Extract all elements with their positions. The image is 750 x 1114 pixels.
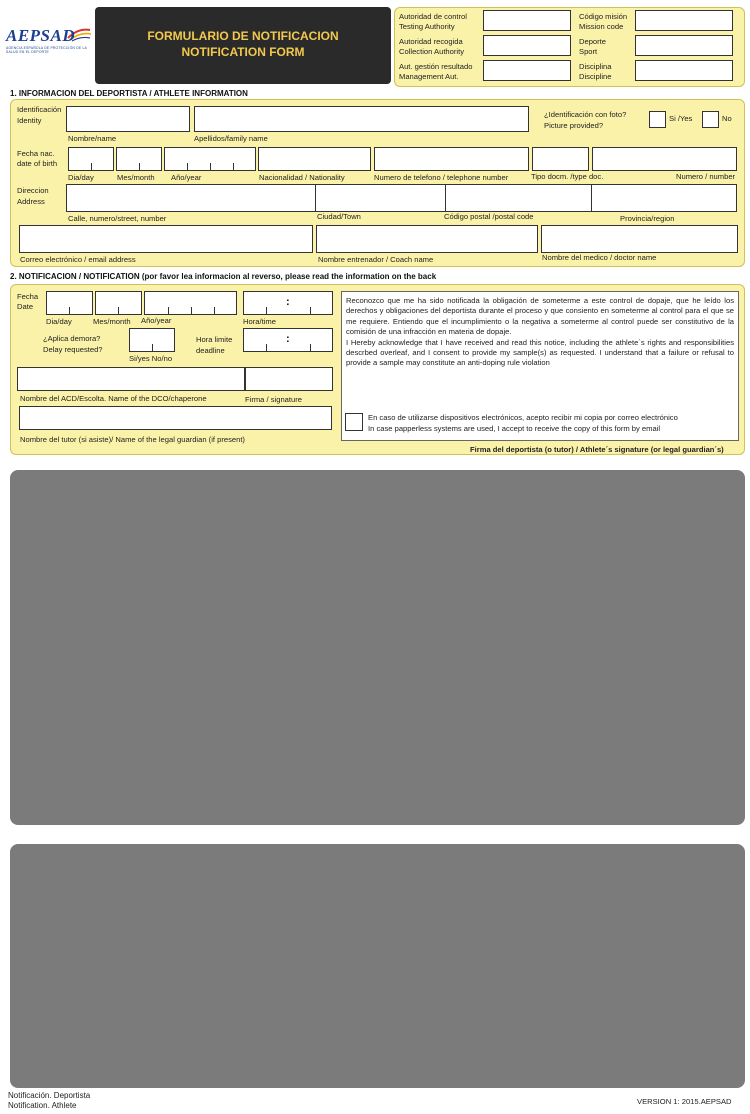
testing-authority-field[interactable]: [483, 10, 571, 31]
declaration-text-en: I Hereby acknowledge that I have received and read this notice, including the athlete´s rights and responsibilities descrbed overleaf, and I consent to provide my sample(s) as requested. I understand that a failure or refusal to provide a sample may constitute an anti-doping rule violation: [346, 337, 734, 368]
picture-no-checkbox[interactable]: [702, 111, 719, 128]
declaration-box: [341, 291, 739, 441]
collection-authority-label-en: Collection Authority: [399, 47, 465, 56]
address-label-es: Direccion: [17, 186, 49, 195]
notification-panel: [10, 284, 745, 455]
athlete-signature-label: Firma del deportista (o tutor) / Athlete´s signature (or legal guardian´s): [470, 445, 724, 454]
testing-authority-label-es: Autoridad de control: [399, 12, 467, 21]
doctor-field[interactable]: [541, 225, 738, 253]
first-name-field[interactable]: [66, 106, 190, 132]
management-authority-label-es: Aut. gestión resultado: [399, 62, 473, 71]
doc-type-field[interactable]: [532, 147, 589, 171]
sport-field[interactable]: [635, 35, 733, 56]
footer-copy-en: Notification. Athlete: [8, 1101, 77, 1110]
discipline-label-en: Discipline: [579, 72, 612, 81]
dob-label-en: date of birth: [17, 159, 58, 168]
delay-question-es: ¿Aplica demora?: [43, 334, 101, 343]
picture-question-es: ¿Identificación con foto?: [544, 110, 627, 119]
dob-day-label: Dia/day: [68, 173, 94, 182]
section1-title: 1. INFORMACION DEL DEPORTISTA / ATHLETE INFORMATION: [10, 89, 248, 98]
picture-yes-checkbox[interactable]: [649, 111, 666, 128]
notif-month-field[interactable]: [95, 291, 142, 315]
mission-code-label-en: Mission code: [579, 22, 624, 31]
doc-type-label: Tipo docm. /type doc.: [531, 172, 604, 181]
dco-name-field[interactable]: [17, 367, 245, 391]
notif-day-field[interactable]: [46, 291, 93, 315]
notif-day-label: Dia/day: [46, 317, 72, 326]
mission-code-label-es: Código misión: [579, 12, 628, 21]
footer-version: VERSION 1: 2015.AEPSAD: [637, 1097, 732, 1106]
email-consent-checkbox[interactable]: [345, 413, 363, 431]
coach-field[interactable]: [316, 225, 538, 253]
redacted-area-bottom: [10, 844, 745, 1088]
aepsad-logo: [4, 24, 92, 58]
dob-month-field[interactable]: [116, 147, 162, 171]
province-label: Provincia/region: [620, 214, 675, 223]
address-label-en: Address: [17, 197, 45, 206]
notif-time-label: Hora/time: [243, 317, 276, 326]
mission-code-field[interactable]: [635, 10, 733, 31]
doctor-label: Nombre del medico / doctor name: [542, 253, 657, 262]
collection-authority-label-es: Autoridad recogida: [399, 37, 463, 46]
notif-time-field[interactable]: :: [243, 291, 333, 315]
deadline-field[interactable]: :: [243, 328, 333, 352]
testing-authority-label-en: Testing Authority: [399, 22, 455, 31]
family-name-label: Apellidos/family name: [194, 134, 268, 143]
redacted-area-top: [10, 470, 745, 825]
sport-label-es: Deporte: [579, 37, 607, 46]
doc-number-field[interactable]: [592, 147, 737, 171]
email-consent-text-en: In case papperless systems are used, I accept to receive the copy of this form by email: [368, 424, 661, 433]
delay-question-en: Delay requested?: [43, 345, 103, 354]
delay-yes-no-label: Si/yes No/no: [129, 354, 173, 363]
family-name-field[interactable]: [194, 106, 529, 132]
identity-label-es: Identificación: [17, 105, 62, 114]
notif-date-label-en: Date: [17, 302, 34, 311]
section2-title: 2. NOTIFICACION / NOTIFICATION (por favor lea informacion al reverso, please read the information on the back: [10, 272, 437, 281]
dco-signature-label: Firma / signature: [245, 395, 302, 404]
logo-subtitle: AGENCIA ESPAÑOLA DE PROTECCIÓN DE LA SALUD EN EL DEPORTE: [6, 46, 87, 54]
dob-month-label: Mes/month: [117, 173, 155, 182]
address-field[interactable]: [66, 184, 737, 212]
email-consent-text-es: En caso de utilizarse dispositivos electrónicos, acepto recibir mi copia por correo electrónico: [368, 413, 678, 422]
deadline-label-es: Hora limite: [196, 335, 233, 344]
picture-yes-label: Si /Yes: [669, 114, 693, 123]
nationality-field[interactable]: [258, 147, 371, 171]
footer-copy-es: Notificación. Deportista: [8, 1091, 91, 1100]
street-label: Calle, numero/street, number: [68, 214, 167, 223]
collection-authority-field[interactable]: [483, 35, 571, 56]
dob-year-field[interactable]: [164, 147, 256, 171]
discipline-label-es: Disciplina: [579, 62, 612, 71]
deadline-label-en: deadline: [196, 346, 225, 355]
picture-question-en: Picture provided?: [544, 121, 604, 130]
delay-yes-no-field[interactable]: [129, 328, 175, 352]
dob-year-label: Año/year: [171, 173, 202, 182]
form-title-en: NOTIFICATION FORM: [181, 45, 305, 59]
dob-day-field[interactable]: [68, 147, 114, 171]
notif-date-label-es: Fecha: [17, 292, 39, 301]
dob-label-es: Fecha nac.: [17, 149, 55, 158]
notif-year-label: Año/year: [141, 316, 172, 325]
postal-label: Código postal /postal code: [444, 212, 534, 221]
email-label: Correo electrónico / email address: [20, 255, 136, 264]
notif-month-label: Mes/month: [93, 317, 131, 326]
guardian-name-label: Nombre del tutor (si asiste)/ Name of the legal guardian (if present): [20, 435, 245, 444]
declaration-text-es: Reconozco que me ha sido notificada la obligación de someterme a este control de dopaje, que he leído los derechos y obligaciones del deportista durante el proceso y que consiento en someterme al control para el que se me requiere. Entiendo que el incumplimiento o la negativa a someterme al control puede ser constitutivo de la comisión de una infracción en materia de dopaje.: [346, 296, 734, 337]
email-field[interactable]: [19, 225, 313, 253]
discipline-field[interactable]: [635, 60, 733, 81]
dco-name-label: Nombre del ACD/Escolta. Name of the DCO/chaperone: [20, 394, 207, 403]
coach-label: Nombre entrenador / Coach name: [318, 255, 434, 264]
doc-number-label: Numero / number: [676, 172, 736, 181]
picture-no-label: No: [722, 114, 732, 123]
sport-label-en: Sport: [579, 47, 598, 56]
guardian-name-field[interactable]: [19, 406, 332, 430]
identity-label-en: Identity: [17, 116, 42, 125]
dco-signature-field[interactable]: [245, 367, 333, 391]
city-label: Ciudad/Town: [317, 212, 361, 221]
notif-year-field[interactable]: [144, 291, 237, 315]
logo-name: AEPSAD: [6, 26, 76, 45]
athlete-info-panel: [10, 99, 745, 267]
form-title-box: [95, 7, 391, 84]
form-title-es: FORMULARIO DE NOTIFICACION: [147, 29, 339, 43]
first-name-label: Nombre/name: [68, 134, 117, 143]
authority-panel: [394, 7, 745, 87]
nationality-label: Nacionalidad / Nationality: [259, 173, 345, 182]
phone-field[interactable]: [374, 147, 529, 171]
phone-label: Numero de telefono / telephone number: [374, 173, 509, 182]
management-authority-field[interactable]: [483, 60, 571, 81]
management-authority-label-en: Management Aut.: [399, 72, 459, 81]
